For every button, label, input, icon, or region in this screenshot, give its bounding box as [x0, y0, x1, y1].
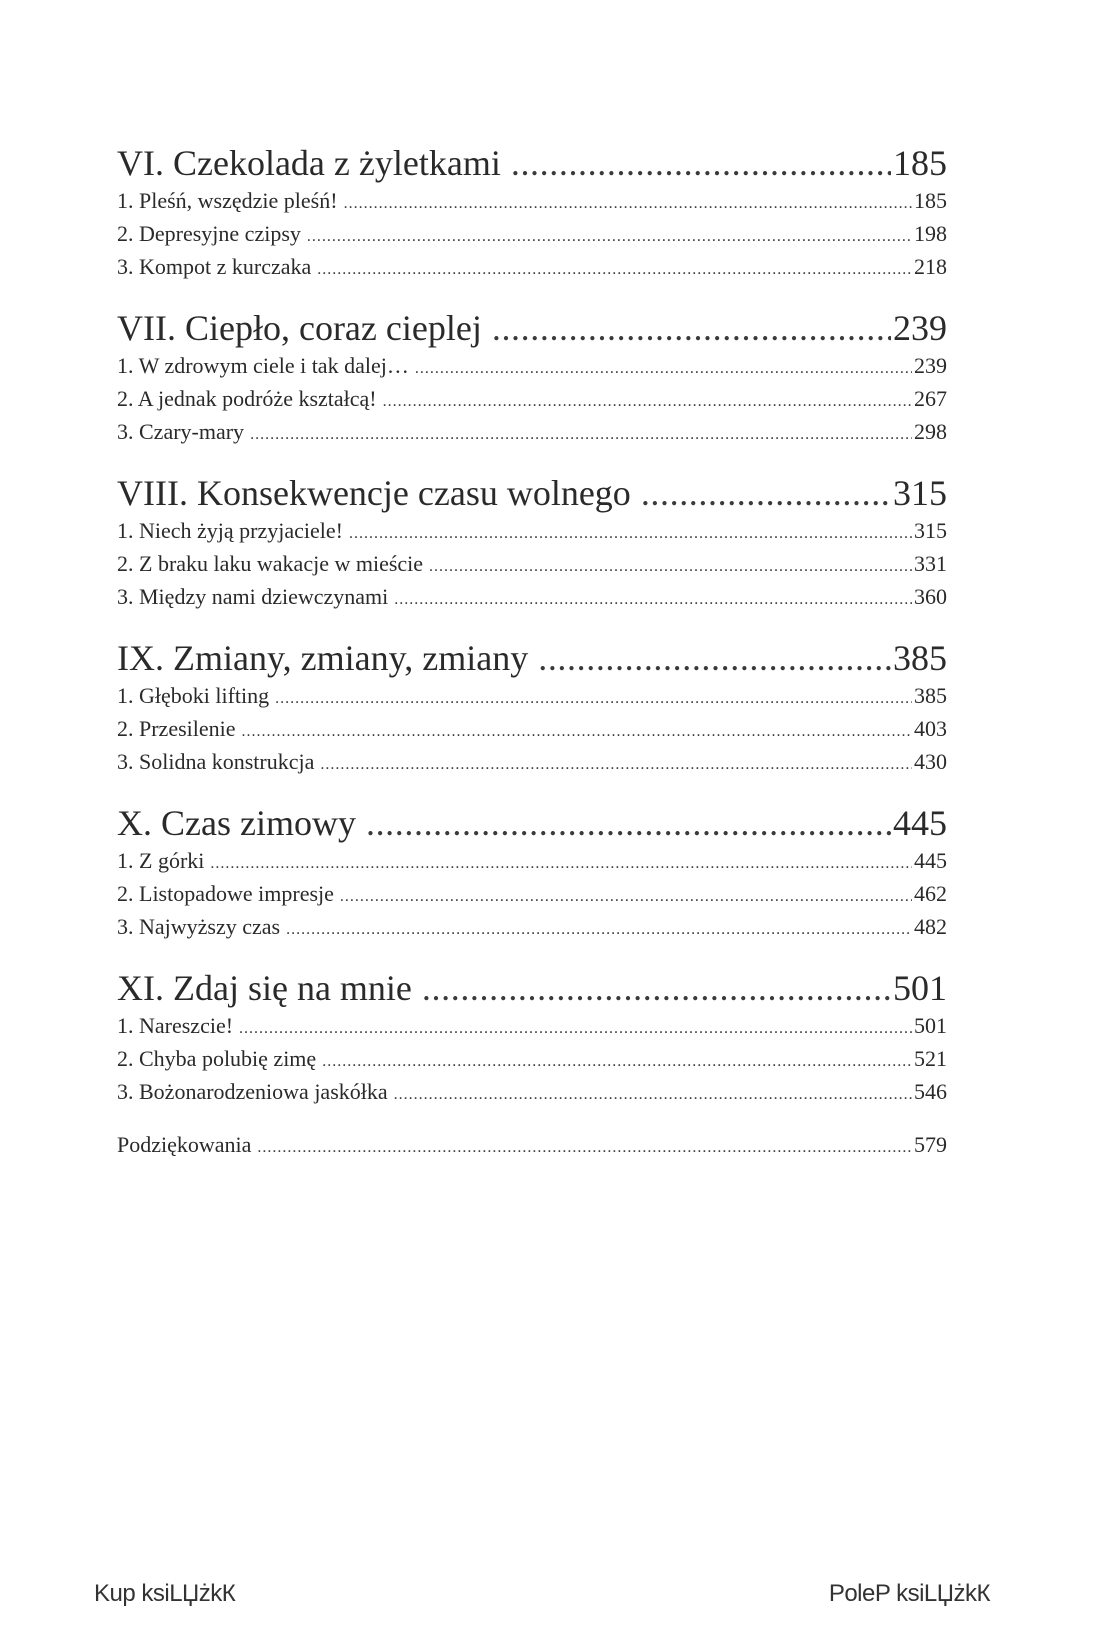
entry-title: 1. Pleśń, wszędzie pleśń!	[117, 188, 338, 213]
dot-leader	[641, 472, 891, 514]
entry-page-number: 482	[914, 914, 947, 939]
entry-title: 2. Listopadowe impresje	[117, 881, 334, 906]
entry-title: 2. A jednak podróże kształcą!	[117, 386, 377, 411]
entry-title: X. Czas zimowy	[117, 803, 356, 843]
entry-title: 2. Z braku laku wakacje w mieście	[117, 551, 424, 576]
chapter-block	[117, 307, 947, 452]
entry-page-number: 445	[893, 803, 947, 843]
chapter-block	[117, 472, 947, 617]
entry-title: 3. Kompot z kurczaka	[117, 254, 312, 279]
entry-page-number: 579	[914, 1132, 947, 1157]
entry-page-number: 501	[893, 968, 947, 1008]
dot-leader	[307, 228, 912, 246]
entry-title: Podziękowania	[117, 1132, 252, 1157]
toc-entry-section	[117, 518, 947, 551]
chapter-block	[117, 967, 947, 1112]
toc-entry-section	[117, 221, 947, 254]
dot-leader	[322, 1053, 912, 1071]
dot-leader	[344, 195, 912, 213]
toc-entry-section	[117, 716, 947, 749]
entry-title: 3. Solidna konstrukcja	[117, 749, 315, 774]
entry-page-number: 445	[914, 848, 947, 873]
entry-title: 1. Nareszcie!	[117, 1013, 234, 1038]
toc-entry-section	[117, 386, 947, 419]
dot-leader	[394, 591, 912, 609]
toc-entry-section	[117, 848, 947, 881]
toc-entry-chapter	[117, 307, 947, 353]
dot-leader	[429, 558, 912, 576]
chapter-block	[117, 637, 947, 782]
toc-entry-section	[117, 584, 947, 617]
entry-title: VII. Ciepło, coraz cieplej	[117, 308, 482, 348]
dot-leader	[366, 802, 891, 844]
buy-book-link[interactable]: Kup ksiLЏżkК	[94, 1580, 236, 1607]
chapter-list	[117, 142, 947, 1112]
dot-leader	[239, 1020, 912, 1038]
entry-page-number: 430	[914, 749, 947, 774]
entry-page-number: 331	[914, 551, 947, 576]
toc-entry-chapter	[117, 802, 947, 848]
toc-entry-section	[117, 419, 947, 452]
recommend-book-link[interactable]: PoleP ksiLЏżkК	[828, 1580, 990, 1607]
dot-leader	[275, 690, 912, 708]
entry-page-number: 501	[914, 1013, 947, 1038]
entry-title: 2. Chyba polubię zimę	[117, 1046, 317, 1071]
entry-page-number: 218	[914, 254, 947, 279]
toc-entry-acknowledgements	[117, 1132, 947, 1165]
entry-title: 1. Z górki	[117, 848, 205, 873]
entry-title: 3. Między nami dziewczynami	[117, 584, 389, 609]
toc-entry-section	[117, 749, 947, 782]
dot-leader	[511, 142, 891, 184]
dot-leader	[394, 1086, 912, 1104]
dot-leader	[257, 1139, 912, 1157]
entry-page-number: 298	[914, 419, 947, 444]
dot-leader	[383, 393, 912, 411]
entry-page-number: 315	[914, 518, 947, 543]
entry-title: 3. Bożonarodzeniowa jaskółka	[117, 1079, 388, 1104]
toc-entry-section	[117, 353, 947, 386]
toc-entry-section	[117, 1013, 947, 1046]
entry-page-number: 239	[893, 308, 947, 348]
entry-page-number: 462	[914, 881, 947, 906]
toc-entry-section	[117, 914, 947, 947]
toc-entry-chapter	[117, 637, 947, 683]
entry-page-number: 239	[914, 353, 947, 378]
toc-entry-chapter	[117, 967, 947, 1013]
dot-leader	[415, 360, 912, 378]
entry-title: VIII. Konsekwencje czasu wolnego	[117, 473, 631, 513]
entry-title: 3. Czary-mary	[117, 419, 245, 444]
toc-entry-section	[117, 1046, 947, 1079]
dot-leader	[492, 307, 891, 349]
entry-title: 2. Depresyjne czipsy	[117, 221, 301, 246]
chapter-block	[117, 142, 947, 287]
entry-page-number: 198	[914, 221, 947, 246]
entry-page-number: 360	[914, 584, 947, 609]
dot-leader	[210, 855, 912, 873]
entry-title: 1. W zdrowym ciele i tak dalej…	[117, 353, 409, 378]
toc-entry-section	[117, 188, 947, 221]
dot-leader	[422, 967, 891, 1009]
dot-leader	[317, 261, 912, 279]
entry-title: 2. Przesilenie	[117, 716, 236, 741]
dot-leader	[349, 525, 912, 543]
entry-page-number: 185	[893, 143, 947, 183]
toc-entry-chapter	[117, 142, 947, 188]
dot-leader	[242, 723, 912, 741]
entry-page-number: 385	[893, 638, 947, 678]
entry-page-number: 521	[914, 1046, 947, 1071]
entry-title: 1. Niech żyją przyjaciele!	[117, 518, 343, 543]
entry-page-number: 546	[914, 1079, 947, 1104]
dot-leader	[340, 888, 912, 906]
entry-page-number: 385	[914, 683, 947, 708]
entry-title: XI. Zdaj się na mnie	[117, 968, 412, 1008]
entry-page-number: 315	[893, 473, 947, 513]
toc-entry-section	[117, 1079, 947, 1112]
dot-leader	[286, 921, 912, 939]
entry-title: 1. Głęboki lifting	[117, 683, 270, 708]
toc-entry-section	[117, 551, 947, 584]
dot-leader	[320, 756, 912, 774]
table-of-contents	[117, 142, 947, 1165]
entry-page-number: 403	[914, 716, 947, 741]
toc-entry-section	[117, 254, 947, 287]
entry-title: 3. Najwyższy czas	[117, 914, 281, 939]
dot-leader	[538, 637, 891, 679]
toc-entry-section	[117, 683, 947, 716]
dot-leader	[250, 426, 912, 444]
chapter-block	[117, 802, 947, 947]
entry-page-number: 185	[914, 188, 947, 213]
entry-page-number: 267	[914, 386, 947, 411]
entry-title: IX. Zmiany, zmiany, zmiany	[117, 638, 529, 678]
toc-entry-section	[117, 881, 947, 914]
entry-title: VI. Czekolada z żyletkami	[117, 143, 501, 183]
toc-entry-chapter	[117, 472, 947, 518]
